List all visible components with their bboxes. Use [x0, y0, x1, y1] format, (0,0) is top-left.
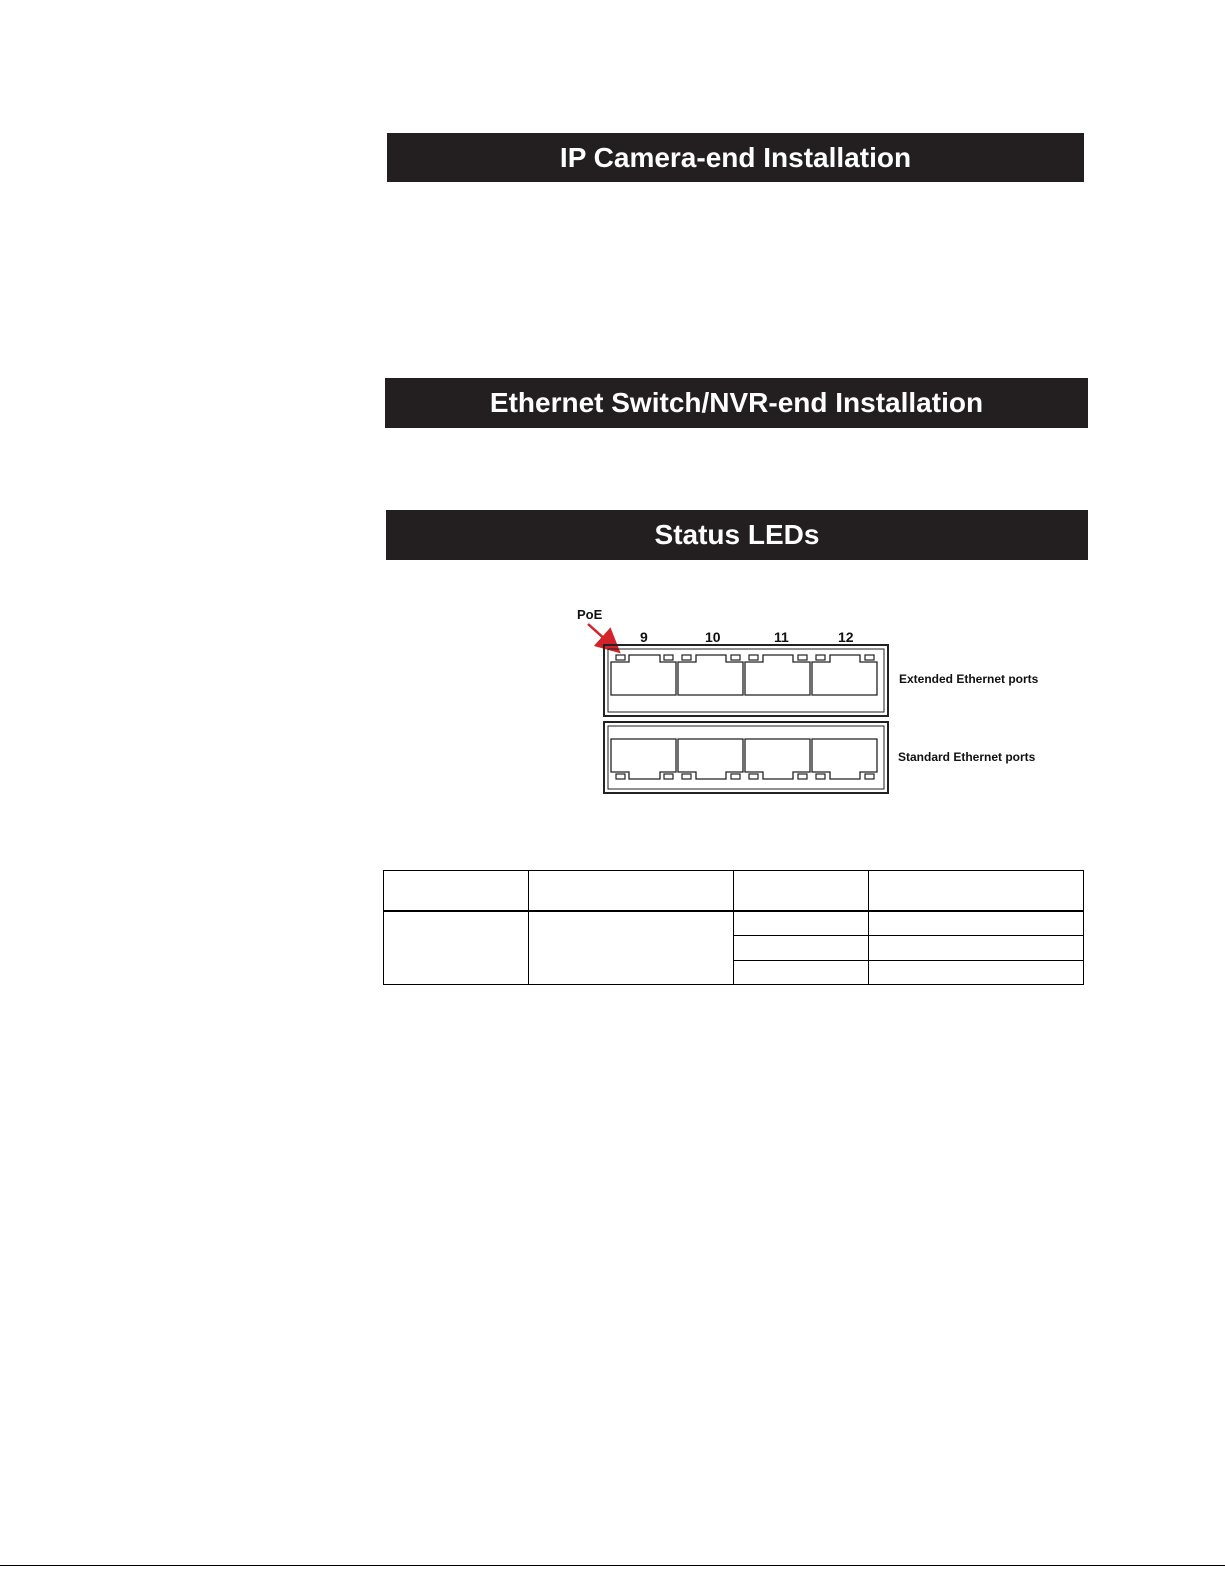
section-heading-text: Status LEDs — [654, 519, 820, 550]
led-indicator — [682, 774, 691, 779]
section-heading-ethernet-switch — [385, 378, 1088, 428]
extended-port-block — [604, 645, 888, 716]
section-heading-ip-camera — [387, 133, 1084, 182]
led-indicator — [798, 655, 807, 660]
standard-ports-label: Standard Ethernet ports — [898, 750, 1036, 764]
port-9-jack — [611, 655, 676, 695]
port-12-jack — [812, 655, 877, 695]
section-heading-text: IP Camera-end Installation — [559, 141, 912, 173]
led-indicator — [865, 655, 874, 660]
port-jack — [611, 739, 676, 779]
led-indicator — [731, 655, 740, 660]
table-header-cell — [734, 871, 869, 911]
led-indicator — [865, 774, 874, 779]
section-heading-status-leds — [386, 510, 1088, 560]
port-number-9: 9 — [640, 629, 648, 645]
led-status-table — [383, 870, 1084, 985]
led-indicator — [816, 774, 825, 779]
led-indicator — [749, 655, 758, 660]
table-cell — [869, 911, 1084, 936]
table-header-cell — [529, 871, 734, 911]
port-panel-diagram — [555, 598, 1055, 828]
led-indicator — [616, 655, 625, 660]
table-cell — [734, 936, 869, 960]
poe-arrow — [588, 624, 617, 650]
table-header-row — [384, 871, 1084, 911]
port-jack — [678, 739, 743, 779]
poe-label: PoE — [577, 607, 603, 622]
table-cell — [869, 960, 1084, 984]
table-cell — [734, 911, 869, 936]
port-jack — [745, 739, 810, 779]
table-cell — [734, 960, 869, 984]
section-heading-text: Ethernet Switch/NVR-end Installation — [489, 387, 984, 418]
table-cell — [384, 911, 529, 985]
led-indicator — [798, 774, 807, 779]
extended-ports-label: Extended Ethernet ports — [899, 672, 1039, 686]
port-10-jack — [678, 655, 743, 695]
led-indicator — [664, 774, 673, 779]
led-indicator — [816, 655, 825, 660]
table-cell — [869, 936, 1084, 960]
port-number-11: 11 — [774, 629, 789, 645]
port-jack — [812, 739, 877, 779]
port-number-12: 12 — [838, 629, 854, 645]
table-header-cell — [384, 871, 529, 911]
led-indicator — [616, 774, 625, 779]
standard-port-block — [604, 722, 888, 793]
table-cell — [529, 911, 734, 985]
led-indicator — [682, 655, 691, 660]
port-number-10: 10 — [705, 629, 721, 645]
port-11-jack — [745, 655, 810, 695]
led-indicator — [664, 655, 673, 660]
led-indicator — [749, 774, 758, 779]
table-header-cell — [869, 871, 1084, 911]
table-row — [384, 911, 1084, 936]
footer-divider — [0, 1565, 1225, 1566]
led-indicator — [731, 774, 740, 779]
